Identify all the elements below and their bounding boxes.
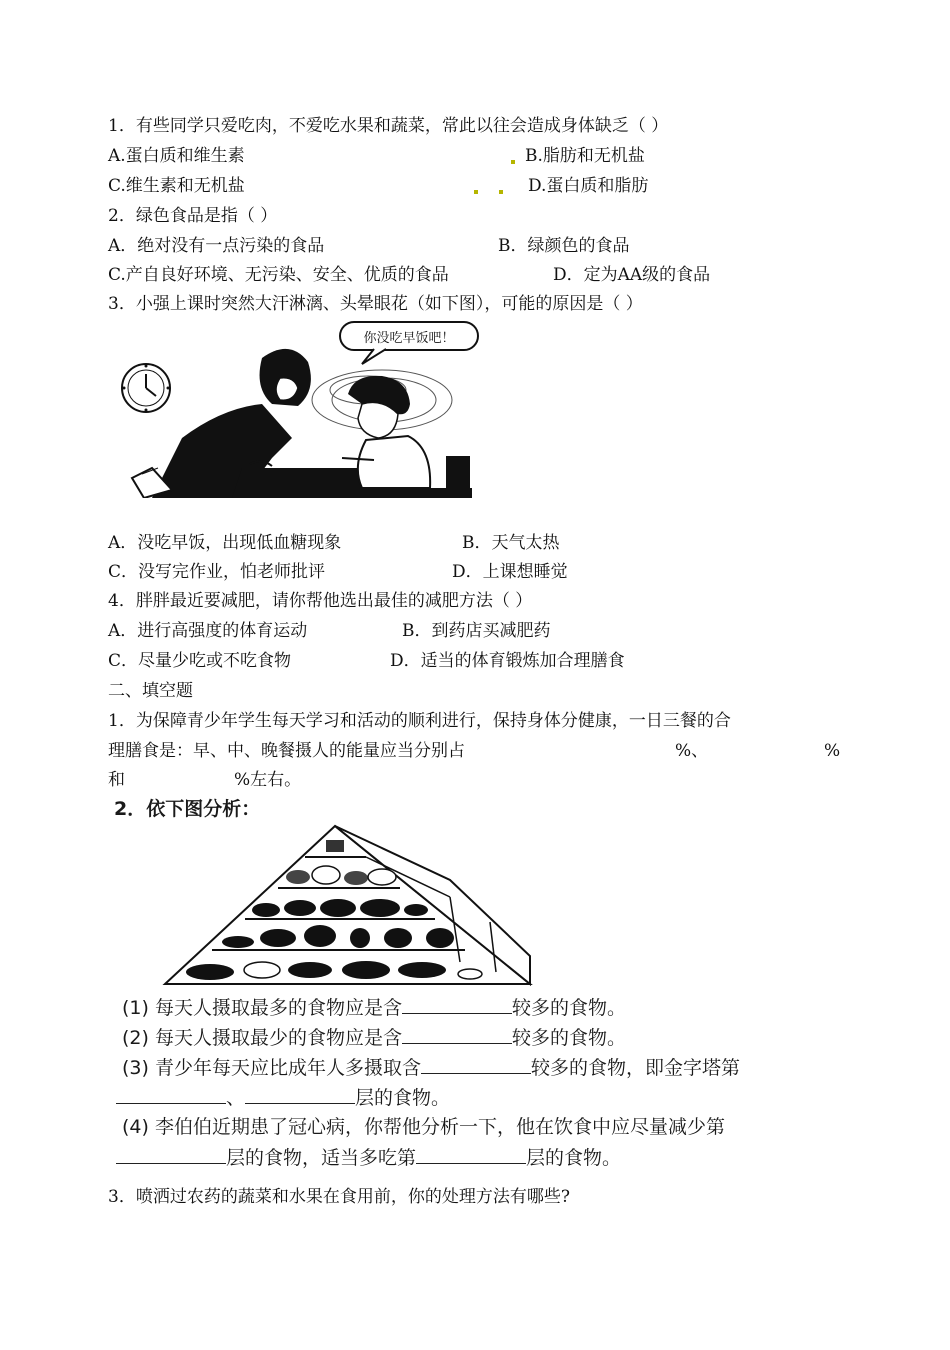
stray-mark: [474, 190, 478, 194]
q2-option-c: C.产自良好环境、无污染、安全、优质的食品: [108, 265, 449, 285]
q3-stem: 3．小强上课时突然大汗淋漓、头晕眼花（如下图），可能的原因是（ ）: [108, 294, 643, 314]
fill2-item2-prefix: (2) 每天人摄取最少的食物应是含: [122, 1027, 402, 1049]
q4-option-b: B．到药店买减肥药: [402, 621, 551, 641]
fill1-percent-1: %、: [675, 741, 709, 761]
fill2-item2-suffix: 较多的食物。: [511, 1027, 626, 1049]
fill1-line3-and: 和: [108, 770, 125, 790]
q2-option-b: B．绿颜色的食品: [498, 236, 630, 256]
fill1-line2: 理膳食是：早、中、晚餐摄人的能量应当分别占: [108, 741, 465, 761]
fill2-item3-cont: [116, 1085, 450, 1110]
section-heading: 二、填空题: [108, 681, 193, 701]
q3-option-a: A．没吃早饭，出现低血糖现象: [108, 533, 342, 553]
q1-option-d: D.蛋白质和脂肪: [528, 176, 649, 196]
blank[interactable]: [402, 1025, 512, 1044]
speech-bubble-text: 你没吃早饭吧！: [363, 331, 455, 346]
food-pyramid: [160, 822, 535, 987]
stray-mark: [499, 190, 503, 194]
fill1-percent-2: %: [824, 741, 841, 761]
q1-option-a: A.蛋白质和维生素: [108, 146, 245, 166]
fill1-line1: 1．为保障青少年学生每天学习和活动的顺利进行，保持身体分健康，一日三餐的合: [108, 711, 731, 731]
q3-option-b: B．天气太热: [462, 533, 560, 553]
blank[interactable]: [116, 1085, 226, 1104]
q4-option-d: D．适当的体育锻炼加合理膳食: [390, 651, 625, 671]
fill2-item3-suffix: 较多的食物，即金字塔第: [530, 1057, 740, 1079]
blank[interactable]: [116, 1145, 226, 1164]
fill2-item3-sep: 、: [226, 1087, 246, 1109]
q1-option-b: B.脂肪和无机盐: [525, 146, 645, 166]
fill2-item4-end: 层的食物。: [526, 1147, 622, 1169]
q3-option-c: C．没写完作业，怕老师批评: [108, 562, 326, 582]
q3-option-d: D．上课想睡觉: [452, 562, 568, 582]
fill2-item1: [122, 995, 626, 1020]
fill1-percent-3: %左右。: [234, 770, 302, 790]
blank[interactable]: [421, 1055, 531, 1074]
cartoon-illustration: [112, 318, 482, 498]
stray-mark: [511, 160, 515, 164]
q2-option-d: D．定为AA级的食品: [553, 265, 711, 285]
q1-option-c: C.维生素和无机盐: [108, 176, 245, 196]
fill2-item3-prefix: (3) 青少年每天应比成年人多摄取含: [122, 1057, 421, 1079]
q4-option-a: A．进行高强度的体育运动: [108, 621, 308, 641]
q1-stem: 1．有些同学只爱吃肉，不爱吃水果和蔬菜，常此以往会造成身体缺乏（ ）: [108, 116, 669, 136]
cartoon-drawing: [112, 318, 482, 498]
fill2-item3: [122, 1055, 740, 1080]
fill2-title: 2．依下图分析：: [114, 798, 261, 820]
q2-stem: 2．绿色食品是指（ ）: [108, 206, 278, 226]
q2-option-a: A．绝对没有一点污染的食品: [108, 236, 325, 256]
fill2-item4: (4) 李伯伯近期患了冠心病，你帮他分析一下，他在饮食中应尽量减少第: [122, 1116, 725, 1138]
q4-option-c: C．尽量少吃或不吃食物: [108, 651, 292, 671]
fill2-item1-prefix: (1) 每天人摄取最多的食物应是含: [122, 997, 402, 1019]
blank[interactable]: [416, 1145, 526, 1164]
blank[interactable]: [245, 1085, 355, 1104]
food-pyramid-drawing: [160, 822, 535, 987]
fill2-item3-end: 层的食物。: [355, 1087, 451, 1109]
fill2-item4-mid: 层的食物，适当多吃第: [226, 1147, 417, 1169]
fill2-item1-suffix: 较多的食物。: [511, 997, 626, 1019]
fill3-question: 3．喷洒过农药的蔬菜和水果在食用前，你的处理方法有哪些?: [108, 1187, 570, 1207]
fill2-item2: [122, 1025, 626, 1050]
blank[interactable]: [402, 995, 512, 1014]
fill2-item4-cont: [116, 1145, 621, 1170]
q4-stem: 4．胖胖最近要减肥，请你帮他选出最佳的减肥方法（ ）: [108, 591, 533, 611]
